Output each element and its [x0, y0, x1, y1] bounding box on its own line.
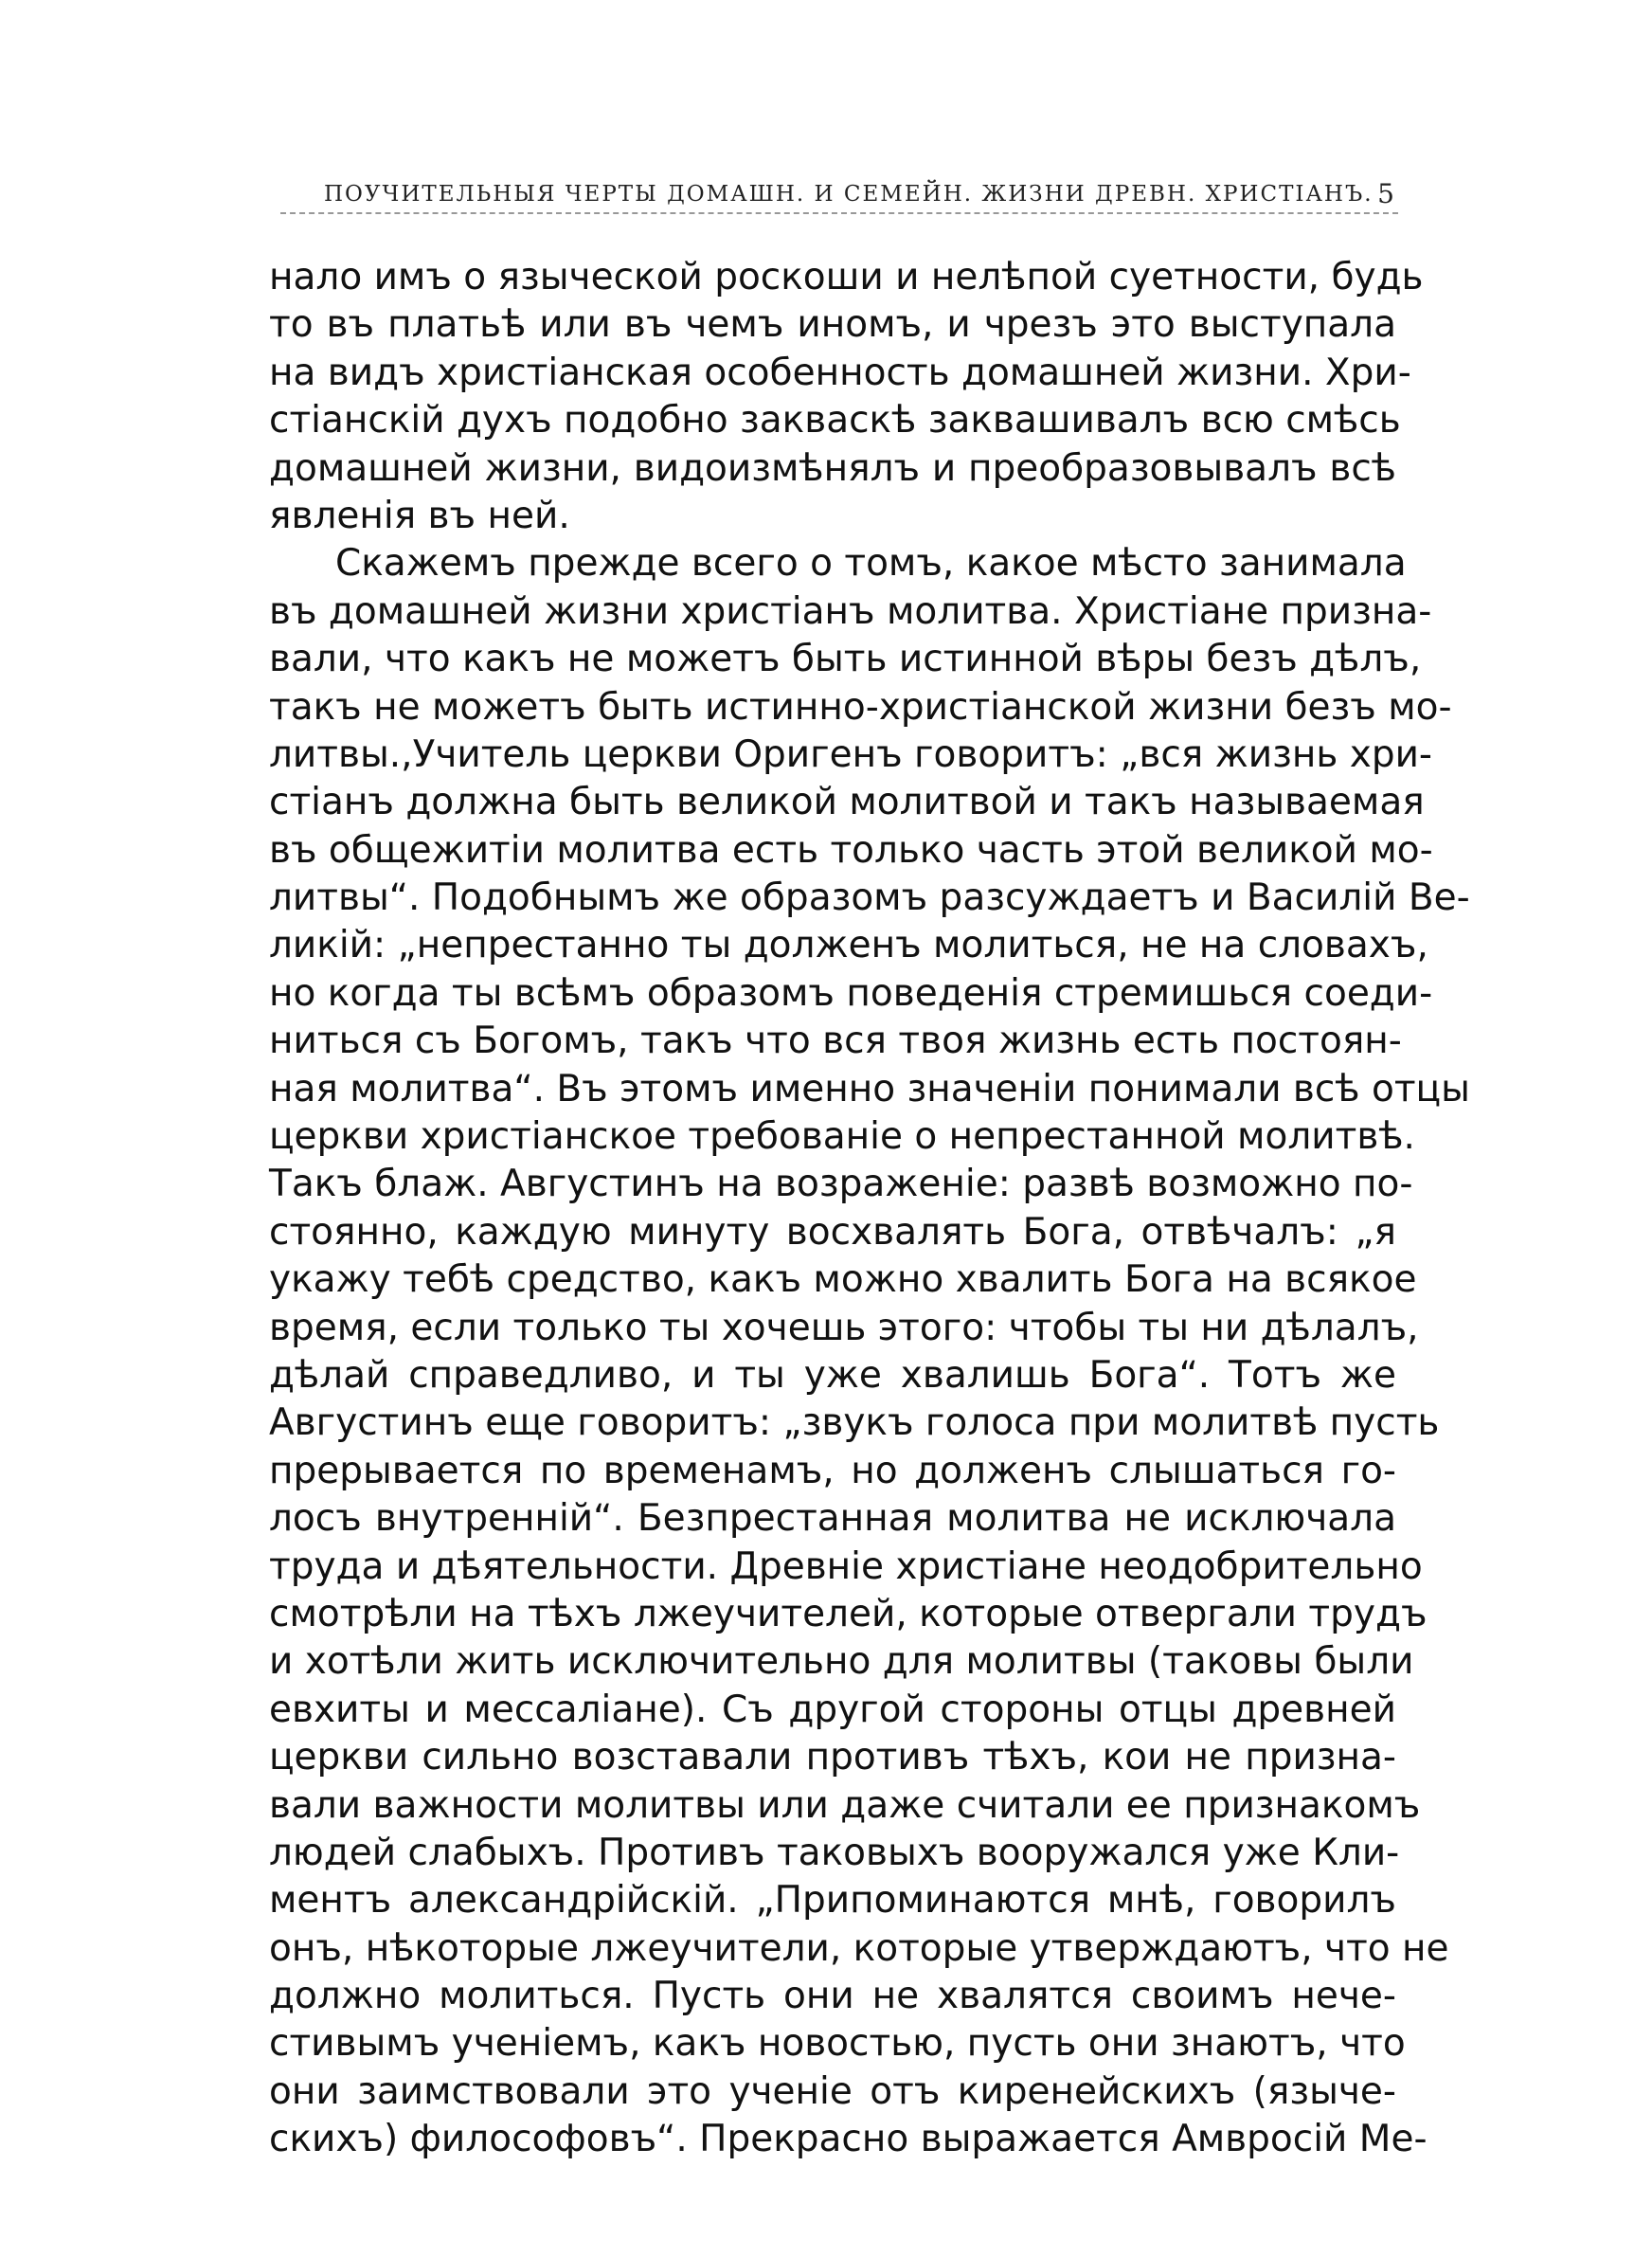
text-line: Скажемъ прежде всего о томъ, какое мѣсто занимала — [335, 542, 1407, 586]
text-line: людей слабыхъ. Противъ таковыхъ вооружался уже Кли- — [269, 1831, 1400, 1874]
text-line: стіанъ должна быть великой молитвой и такъ называемая — [269, 781, 1425, 824]
text-line: лосъ внутренній“. Безпрестанная молитва не исключала — [269, 1497, 1396, 1541]
text-line: должно молиться. Пусть они не хвалятся своимъ нече- — [269, 1975, 1396, 2018]
text-line: ментъ александрійскій. „Припоминаются мнѣ, говорилъ — [269, 1879, 1396, 1923]
text-line: стивымъ ученіемъ, какъ новостью, пусть они знаютъ, что — [269, 2022, 1406, 2066]
text-line: они заимствовали это ученіе отъ киренейскихъ (языче- — [269, 2069, 1396, 2113]
text-line: домашней жизни, видоизмѣнялъ и преобразовывалъ всѣ — [269, 446, 1396, 490]
text-line: ниться съ Богомъ, такъ что вся твоя жизнь есть постоян- — [269, 1020, 1402, 1063]
text-line: литвы“. Подобнымъ же образомъ разсуждаетъ и Василій Ве- — [269, 876, 1470, 920]
text-line: въ домашней жизни христіанъ молитва. Христіане призна- — [269, 589, 1432, 633]
text-line: смотрѣли на тѣхъ лжеучителей, которые отвергали трудъ — [269, 1592, 1428, 1635]
text-line: то въ платьѣ или въ чемъ иномъ, и чрезъ это выступала — [269, 303, 1396, 347]
text-line: нало имъ о языческой роскоши и нелѣпой суетности, будь — [269, 256, 1424, 298]
text-line: дѣлай справедливо, и ты уже хвалишь Бога“. Тотъ же — [269, 1353, 1396, 1397]
text-line: труда и дѣятельности. Древніе христіане неодобрительно — [269, 1544, 1423, 1588]
text-line: ная молитва“. Въ этомъ именно значеніи понимали всѣ отцы — [269, 1067, 1470, 1110]
text-line: Августинъ еще говоритъ: „звукъ голоса при молитвѣ пусть — [269, 1401, 1440, 1445]
text-line: время, если только ты хочешь этого: чтобы ты ни дѣлалъ, — [269, 1306, 1419, 1349]
body-text — [269, 254, 1470, 2164]
text-line: литвы.,Учитель церкви Оригенъ говоритъ: „вся жизнь хри- — [269, 732, 1433, 776]
text-line: церкви сильно возставали противъ тѣхъ, кои не призна- — [269, 1736, 1396, 1779]
page-number: 5 — [1377, 178, 1394, 209]
text-line: укажу тебѣ средство, какъ можно хвалить Бога на всякое — [269, 1258, 1417, 1302]
text-line: ликій: „непрестанно ты долженъ молиться, не на словахъ, — [269, 924, 1428, 967]
text-line: церкви христіанское требованіе о непрестанной молитвѣ. — [269, 1115, 1415, 1159]
text-line: прерывается по временамъ, но долженъ слышаться го- — [269, 1449, 1396, 1492]
text-line: вали важности молитвы или даже считали ее признакомъ — [269, 1783, 1421, 1827]
text-line: стіанскій духъ подобно закваскѣ заквашивалъ всю смѣсь — [269, 399, 1401, 442]
text-line: на видъ христіанская особенность домашней жизни. Хри- — [269, 351, 1411, 394]
running-title: ПОУЧИТЕЛЬНЫЯ ЧЕРТЫ ДОМАШН. И СЕМЕЙН. ЖИЗНИ ДРЕВН. ХРИСТІАНЪ. — [324, 182, 1374, 207]
text-line: и хотѣли жить исключительно для молитвы (таковы были — [269, 1640, 1414, 1684]
text-line: скихъ) философовъ“. Прекрасно выражается Амвросій Ме- — [269, 2118, 1428, 2161]
header-rule — [280, 212, 1398, 214]
text-line: явленія въ ней. — [269, 494, 570, 537]
text-line: такъ не можетъ быть истинно-христіанской жизни безъ мо- — [269, 685, 1452, 729]
text-line: въ общежитіи молитва есть только часть этой великой мо- — [269, 828, 1433, 872]
text-line: но когда ты всѣмъ образомъ поведенія стремишься соеди- — [269, 971, 1433, 1015]
text-line: Такъ блаж. Августинъ на возраженіе: развѣ возможно по- — [269, 1163, 1413, 1206]
text-line: евхиты и мессаліане). Съ другой стороны отцы древней — [269, 1688, 1396, 1731]
text-line: онъ, нѣкоторые лжеучители, которые утверждаютъ, что не — [269, 1926, 1449, 1970]
running-header — [324, 176, 1394, 214]
text-line: стоянно, каждую минуту восхвалять Бога, отвѣчалъ: „я — [269, 1210, 1396, 1254]
text-line: вали, что какъ не можетъ быть истинной вѣры безъ дѣлъ, — [269, 638, 1422, 681]
